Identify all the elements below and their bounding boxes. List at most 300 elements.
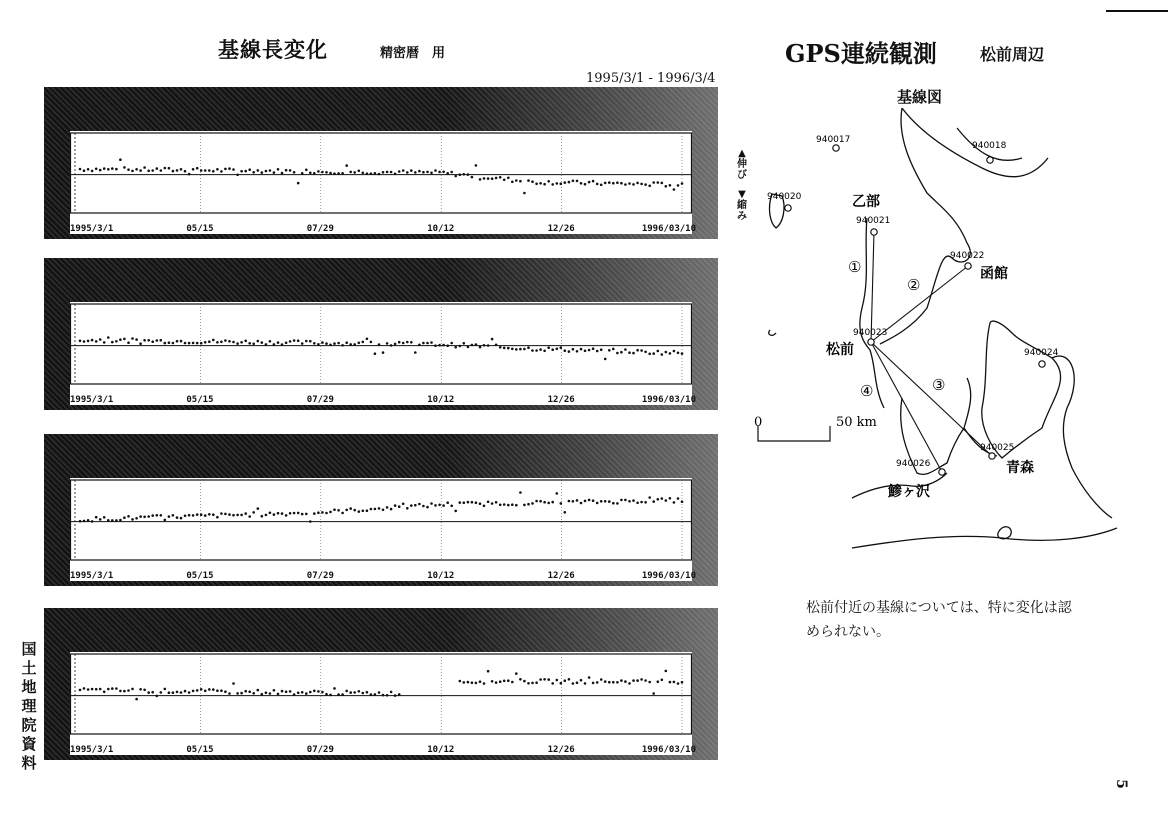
data-point (87, 168, 90, 171)
data-point (341, 172, 344, 175)
data-point (543, 678, 546, 681)
data-point (212, 339, 215, 342)
data-point (289, 169, 292, 172)
place-hakodate: 函館 (980, 266, 1008, 282)
data-point (499, 176, 502, 179)
data-point (119, 158, 122, 161)
data-point (576, 681, 579, 684)
data-point (673, 350, 676, 353)
data-point (200, 688, 203, 691)
data-point (442, 171, 445, 174)
data-point (99, 518, 102, 521)
data-point (491, 502, 494, 505)
data-point (495, 681, 498, 684)
baseline-map (752, 108, 1122, 568)
data-point (467, 173, 470, 176)
data-point (188, 342, 191, 345)
data-point (386, 171, 389, 174)
data-point (180, 517, 183, 520)
data-point (378, 691, 381, 694)
data-point (564, 679, 567, 682)
data-point (612, 348, 615, 351)
place-aomori: 青森 (1006, 460, 1034, 476)
data-point (665, 499, 668, 502)
data-point (523, 680, 526, 683)
data-point (519, 678, 522, 681)
shimokita-peninsula (982, 321, 1061, 458)
data-point (624, 499, 627, 502)
data-point (337, 509, 340, 512)
data-point (616, 181, 619, 184)
data-point (527, 346, 530, 349)
data-point (188, 514, 191, 517)
baseline-plot-4 (70, 652, 696, 755)
data-point (240, 692, 243, 695)
stretch-label: 伸び (737, 159, 747, 181)
data-point (463, 173, 466, 176)
data-point (648, 353, 651, 356)
data-point (620, 351, 623, 354)
baseline-number-2: ② (907, 276, 921, 294)
data-point (160, 691, 163, 694)
data-point (471, 344, 474, 347)
data-point (257, 507, 260, 510)
data-point (580, 679, 583, 682)
baseline-number-4: ④ (860, 382, 874, 400)
data-point (204, 169, 207, 172)
data-point (131, 688, 134, 691)
data-point (669, 681, 672, 684)
x-tick-label: 1996/03/10 (641, 395, 696, 405)
data-point (588, 676, 591, 679)
down-arrow-icon: ▼ (738, 189, 746, 200)
data-point (564, 349, 567, 352)
data-point (123, 166, 126, 169)
data-point (79, 520, 82, 523)
data-point (289, 690, 292, 693)
data-point (329, 344, 332, 347)
baseline-chart-3 (70, 478, 692, 581)
data-point (285, 342, 288, 345)
data-point (325, 693, 328, 696)
data-point (539, 348, 542, 351)
baseline-panel-3 (44, 434, 718, 586)
data-point (644, 501, 647, 504)
station-940024-label: 940024 (1024, 348, 1059, 358)
data-point (471, 176, 474, 179)
data-point (281, 343, 284, 346)
data-point (273, 171, 276, 174)
data-point (418, 503, 421, 506)
data-point (644, 679, 647, 682)
data-point (564, 181, 567, 184)
data-point (556, 679, 559, 682)
data-point (220, 689, 223, 692)
data-point (366, 338, 369, 341)
x-tick-label: 07/29 (306, 745, 334, 755)
data-point (588, 499, 591, 502)
data-point (652, 181, 655, 184)
data-point (313, 172, 316, 175)
data-point (257, 169, 260, 172)
data-point (313, 512, 316, 515)
data-point (519, 491, 522, 494)
data-point (620, 182, 623, 185)
data-point (560, 682, 563, 685)
data-point (252, 511, 255, 514)
data-point (273, 343, 276, 346)
data-point (523, 192, 526, 195)
data-point (612, 681, 615, 684)
data-point (232, 168, 235, 171)
data-point (362, 692, 365, 695)
x-tick-label: 12/26 (547, 745, 575, 755)
data-point (151, 169, 154, 172)
data-point (551, 348, 554, 351)
data-point (321, 691, 324, 694)
data-point (160, 169, 163, 172)
station-markers (785, 145, 1045, 475)
data-point (406, 171, 409, 174)
data-point (341, 344, 344, 347)
data-point (204, 514, 207, 517)
data-point (681, 352, 684, 355)
data-point (265, 343, 268, 346)
data-point (450, 505, 453, 508)
data-point (135, 338, 138, 341)
data-point (487, 344, 490, 347)
data-point (329, 172, 332, 175)
data-point (277, 341, 280, 344)
data-point (362, 341, 365, 344)
data-point (353, 171, 356, 174)
data-point (665, 351, 668, 354)
data-point (103, 167, 106, 170)
data-point (111, 341, 114, 344)
data-point (446, 344, 449, 347)
data-point (184, 170, 187, 173)
data-point (665, 670, 668, 673)
data-point (378, 343, 381, 346)
data-point (358, 690, 361, 693)
data-point (285, 514, 288, 517)
data-point (216, 168, 219, 171)
data-point (200, 342, 203, 345)
data-point (293, 339, 296, 342)
data-point (382, 171, 385, 174)
data-point (624, 348, 627, 351)
data-point (463, 501, 466, 504)
data-point (147, 515, 150, 518)
data-point (180, 691, 183, 694)
data-point (547, 678, 550, 681)
data-point (333, 687, 336, 690)
data-point (677, 352, 680, 355)
data-point (410, 341, 413, 344)
data-point (293, 512, 296, 515)
data-point (321, 341, 324, 344)
data-point (301, 691, 304, 694)
data-point (370, 341, 373, 344)
data-point (487, 177, 490, 180)
data-point (224, 690, 227, 693)
data-point (200, 513, 203, 516)
data-point (657, 680, 660, 683)
data-point (640, 678, 643, 681)
station-940026-marker (939, 469, 945, 475)
station-940018-label: 940018 (972, 141, 1007, 151)
data-point (624, 183, 627, 186)
left-title: 基線長変化 (218, 37, 328, 62)
x-tick-label: 05/15 (186, 395, 214, 405)
data-point (370, 508, 373, 511)
x-tick-label: 1996/03/10 (641, 224, 696, 234)
data-point (176, 516, 179, 519)
data-point (236, 692, 239, 695)
place-ajigasawa: 鯵ヶ沢 (888, 484, 930, 500)
data-point (212, 513, 215, 516)
station-940020-label: 940020 (767, 192, 802, 202)
data-point (337, 172, 340, 175)
data-point (309, 520, 312, 523)
data-point (463, 342, 466, 345)
data-point (160, 339, 163, 342)
data-point (511, 503, 514, 506)
data-point (471, 681, 474, 684)
data-point (539, 678, 542, 681)
data-point (196, 689, 199, 692)
data-point (244, 512, 247, 515)
station-940021-label: 940021 (856, 216, 891, 226)
data-point (398, 505, 401, 508)
data-point (624, 680, 627, 683)
data-point (596, 350, 599, 353)
data-point (345, 164, 348, 167)
data-point (208, 340, 211, 343)
data-point (495, 177, 498, 180)
data-point (301, 342, 304, 345)
x-tick-label: 12/26 (547, 395, 575, 405)
data-point (556, 492, 559, 495)
data-point (261, 171, 264, 174)
data-point (123, 690, 126, 693)
data-point (224, 339, 227, 342)
data-point (244, 690, 247, 693)
data-point (503, 680, 506, 683)
data-point (244, 170, 247, 173)
data-point (168, 691, 171, 694)
data-point (95, 168, 98, 171)
x-tick-label: 10/12 (427, 571, 455, 581)
data-point (596, 183, 599, 186)
data-point (374, 352, 377, 355)
data-point (648, 496, 651, 499)
data-point (507, 347, 510, 350)
data-point (681, 182, 684, 185)
data-point (503, 347, 506, 350)
data-point (414, 504, 417, 507)
data-point (79, 689, 82, 692)
data-point (535, 500, 538, 503)
data-point (604, 680, 607, 683)
data-point (297, 182, 300, 185)
data-point (228, 513, 231, 516)
data-point (172, 691, 175, 694)
x-tick-label: 07/29 (306, 395, 334, 405)
data-point (248, 342, 251, 345)
data-point (119, 519, 122, 522)
data-point (164, 519, 167, 522)
data-point (200, 169, 203, 172)
x-tick-label: 1995/3/1 (70, 745, 114, 755)
place-labels (826, 193, 1034, 500)
data-point (184, 342, 187, 345)
data-point (127, 168, 130, 171)
data-point (661, 679, 664, 682)
data-point (285, 169, 288, 172)
data-point (479, 680, 482, 683)
data-point (673, 681, 676, 684)
data-point (616, 681, 619, 684)
data-point (519, 348, 522, 351)
data-point (616, 502, 619, 505)
data-points (79, 336, 684, 360)
data-point (422, 171, 425, 174)
data-point (657, 350, 660, 353)
data-point (212, 170, 215, 173)
data-point (297, 692, 300, 695)
data-point (454, 346, 457, 349)
data-point (358, 170, 361, 173)
data-point (652, 692, 655, 695)
data-point (220, 341, 223, 344)
data-point (99, 338, 102, 341)
data-point (487, 501, 490, 504)
data-point (394, 173, 397, 176)
place-otobe: 乙部 (852, 194, 880, 210)
page-number: 5 (1112, 779, 1129, 789)
data-point (366, 172, 369, 175)
data-point (176, 340, 179, 343)
data-point (184, 515, 187, 518)
x-tick-label: 1995/3/1 (70, 571, 114, 581)
data-point (313, 342, 316, 345)
data-point (430, 341, 433, 344)
data-point (261, 693, 264, 696)
up-arrow-icon: ▲ (738, 148, 746, 159)
data-point (515, 348, 518, 351)
data-point (459, 501, 462, 504)
data-point (390, 691, 393, 694)
data-point (604, 500, 607, 503)
baseline-plot-2 (70, 302, 696, 405)
data-point (236, 514, 239, 517)
data-point (475, 501, 478, 504)
data-point (669, 352, 672, 355)
data-point (151, 340, 154, 343)
data-point (349, 507, 352, 510)
data-point (277, 693, 280, 696)
data-point (390, 344, 393, 347)
data-point (216, 689, 219, 692)
data-point (426, 342, 429, 345)
data-point (115, 519, 118, 522)
data-point (83, 520, 86, 523)
data-point (661, 497, 664, 500)
data-point (87, 688, 90, 691)
data-point (103, 341, 106, 344)
data-point (362, 510, 365, 513)
data-point (196, 513, 199, 516)
x-tick-label: 12/26 (547, 571, 575, 581)
data-point (353, 509, 356, 512)
data-point (434, 169, 437, 172)
baseline-chart-4 (70, 652, 692, 755)
x-tick-label: 10/12 (427, 224, 455, 234)
data-point (459, 680, 462, 683)
data-point (406, 341, 409, 344)
data-point (556, 348, 559, 351)
data-point (345, 509, 348, 512)
data-point (471, 501, 474, 504)
baseline-line-1 (871, 232, 874, 342)
baseline-panel-4 (44, 608, 718, 760)
scale-bar (754, 415, 877, 441)
data-point (305, 692, 308, 695)
data-point (511, 681, 514, 684)
data-point (434, 344, 437, 347)
x-tick-label: 05/15 (186, 745, 214, 755)
data-point (325, 342, 328, 345)
data-point (632, 679, 635, 682)
data-point (168, 341, 171, 344)
small-island (769, 330, 776, 335)
data-point (527, 682, 530, 685)
data-point (147, 691, 150, 694)
data-point (289, 512, 292, 515)
data-point (580, 502, 583, 505)
data-point (244, 340, 247, 343)
data-point (232, 514, 235, 517)
data-point (228, 692, 231, 695)
data-point (661, 353, 664, 356)
data-point (491, 680, 494, 683)
x-tick-label: 10/12 (427, 395, 455, 405)
data-point (333, 508, 336, 511)
data-point (345, 690, 348, 693)
data-point (640, 183, 643, 186)
data-point (588, 349, 591, 352)
x-tick-label: 1996/03/10 (641, 745, 696, 755)
data-point (184, 690, 187, 693)
data-point (636, 182, 639, 185)
data-point (147, 339, 150, 342)
data-point (406, 507, 409, 510)
data-point (374, 172, 377, 175)
coastlines (769, 108, 1117, 548)
data-point (616, 352, 619, 355)
data-point (131, 518, 134, 521)
data-point (240, 514, 243, 517)
data-point (196, 167, 199, 170)
data-point (475, 682, 478, 685)
data-point (640, 501, 643, 504)
data-point (386, 694, 389, 697)
data-point (644, 183, 647, 186)
data-point (499, 680, 502, 683)
x-tick-label: 10/12 (427, 745, 455, 755)
data-point (523, 504, 526, 507)
